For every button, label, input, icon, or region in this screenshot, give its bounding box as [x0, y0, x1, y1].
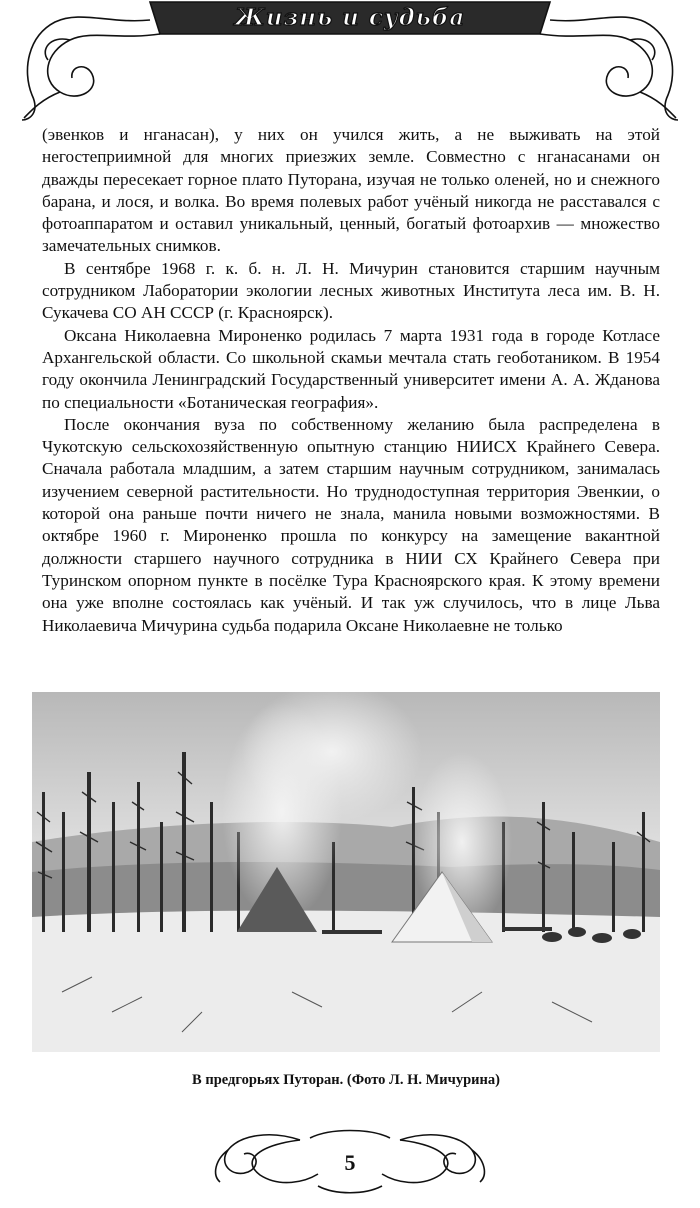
page-number: 5 [344, 1150, 356, 1175]
paragraph: Оксана Николаевна Мироненко родилась 7 марта 1931 года в городе Котласе Архангельской области. Со школьной скамьи мечтала стать геоботаником. В 1954 году окончила Ленинградский Государственный университет имени А. А. Жданова по специальности «Ботаническая география». [42, 325, 660, 412]
header-ornament [0, 0, 700, 122]
paragraph: В сентябре 1968 г. к. б. н. Л. Н. Мичурин становится старшим научным сотрудником Лаборатории экологии лесных животных Института леса им. В. Н. Сукачева СО АН СССР (г. Красноярск). [42, 258, 660, 323]
photo-caption: В предгорьях Путоран. (Фото Л. Н. Мичурина) [192, 1072, 500, 1088]
photo-reindeer-camp [32, 692, 660, 1052]
article-text [42, 124, 660, 637]
photo-illustration [32, 692, 660, 1052]
paragraph: После окончания вуза по собственному желанию была распределена в Чукотскую сельскохозяйственную опытную станцию НИИСХ Крайнего Севера. Сначала работала младшим, а затем старшим научным сотрудником, занималась изучением северной растительности. Но труднодоступная территория Эвенкии, о которой она раньше почти ничего не знала, манила новыми возможностями. В октябре 1960 г. Мироненко прошла по конкурсу на замещение вакантной должности старшего научного сотрудника в НИИ СХ Крайнего Севера при Туринском опорном пункте в посёлке Тура Красноярского края. К этому времени она уже вполне состоялась как учёный. И так уж случилось, что в лице Льва Николаевича Мичурина судьба подарила Оксане Николаевне не только [42, 414, 660, 635]
paragraph: (эвенков и нганасан), у них он учился жить, а не выживать на этой негостеприимной для многих приезжих земле. Совместно с нганасанами он дважды пересекает горное плато Путорана, изучая не только оленей, но и снежного барана, и лося, и волка. Во время полевых работ учёный никогда не расставался с фотоаппаратом и оставил уникальный, ценный, богатый фотоархив — множество замечательных снимков. [42, 125, 660, 256]
running-header-title: Жизнь и судьба [234, 4, 466, 31]
